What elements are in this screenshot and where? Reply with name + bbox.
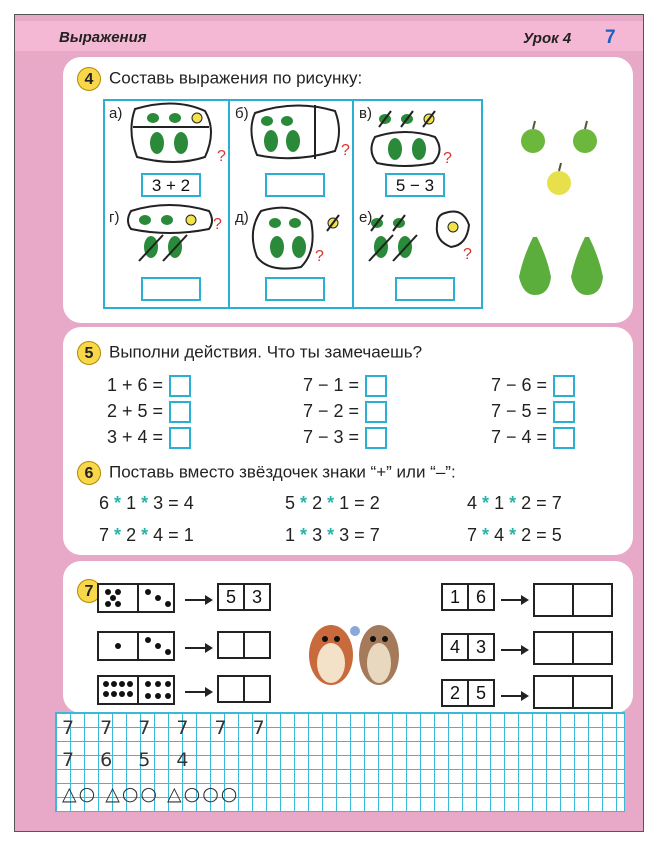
writing-line-2: 7 6 5 4 <box>62 749 199 771</box>
writing-grid[interactable] <box>55 712 625 812</box>
answer-box-v[interactable]: 5 − 3 <box>385 173 445 197</box>
svg-text:?: ? <box>217 148 226 165</box>
equation: 1 + 6 = <box>107 375 191 397</box>
exercise-4-card <box>63 57 633 323</box>
equation: 2 + 5 = <box>107 401 191 423</box>
arrow-icon <box>185 599 211 601</box>
number-pair-input[interactable] <box>217 631 271 659</box>
sign-equation: 1 * 3 * 3 = 7 <box>285 525 380 545</box>
domino-answer-box[interactable] <box>533 675 613 709</box>
header-bar <box>15 21 643 51</box>
label-d: д) <box>235 209 249 226</box>
domino-answer-box[interactable] <box>533 583 613 617</box>
apples-pears-illustration <box>503 117 623 307</box>
answer-box-g[interactable] <box>141 277 201 301</box>
birds-illustration <box>301 611 411 701</box>
answer-box-d[interactable] <box>265 277 325 301</box>
number-pair: 5 3 <box>217 583 271 611</box>
sign-equation: 5 * 2 * 1 = 2 <box>285 493 380 513</box>
number-pair-input[interactable] <box>217 675 271 703</box>
svg-text:?: ? <box>315 248 324 265</box>
arrow-icon <box>185 647 211 649</box>
label-a: а) <box>109 105 123 122</box>
answer-square[interactable] <box>365 375 387 397</box>
section-title: Выражения <box>59 29 147 46</box>
exercise-title: Составь выражения по рисунку: <box>109 68 363 88</box>
domino <box>97 583 175 613</box>
equation: 7 − 2 = <box>303 401 387 423</box>
sign-equation: 7 * 4 * 2 = 5 <box>467 525 562 545</box>
answer-square[interactable] <box>365 427 387 449</box>
sign-equation: 6 * 1 * 3 = 4 <box>99 493 194 513</box>
equation: 3 + 4 = <box>107 427 191 449</box>
arrow-icon <box>501 649 527 651</box>
exercise-number: 4 <box>77 67 101 91</box>
exercise-5-heading <box>77 341 422 365</box>
number-pair: 2 5 <box>441 679 495 707</box>
number-pair: 4 3 <box>441 633 495 661</box>
equation: 7 − 3 = <box>303 427 387 449</box>
label-g: г) <box>109 209 120 226</box>
sign-equation: 7 * 2 * 4 = 1 <box>99 525 194 545</box>
label-b: б) <box>235 105 249 122</box>
answer-square[interactable] <box>553 427 575 449</box>
exercise-number: 7 <box>77 579 101 603</box>
equation: 7 − 5 = <box>491 401 575 423</box>
domino <box>97 631 175 661</box>
exercise-5-6-card <box>63 327 633 555</box>
answer-square[interactable] <box>553 375 575 397</box>
exercise-title: Выполни действия. Что ты замечаешь? <box>109 342 423 362</box>
page-number: 7 <box>605 27 616 48</box>
arrow-icon <box>501 599 527 601</box>
exercise-4-heading <box>77 67 362 91</box>
answer-box-e[interactable] <box>395 277 455 301</box>
writing-line-1: 7 7 7 7 7 7 <box>62 717 275 739</box>
label-e: е) <box>359 209 373 226</box>
writing-line-3: △○ △○○ △○○○ <box>62 783 240 805</box>
equation: 7 − 6 = <box>491 375 575 397</box>
answer-box-b[interactable] <box>265 173 325 197</box>
svg-text:?: ? <box>443 150 452 167</box>
exercise-number: 6 <box>77 461 101 485</box>
lesson-label: Урок 4 <box>523 30 572 47</box>
answer-square[interactable] <box>169 375 191 397</box>
arrow-icon <box>185 691 211 693</box>
equation: 7 − 4 = <box>491 427 575 449</box>
domino-answer-box[interactable] <box>533 631 613 665</box>
exercise-title: Поставь вместо звёздочек знаки “+” или “–”: <box>109 462 456 482</box>
svg-text:?: ? <box>341 142 350 159</box>
label-v: в) <box>359 105 372 122</box>
page <box>14 14 644 832</box>
exercise-6-heading <box>77 461 456 485</box>
answer-square[interactable] <box>553 401 575 423</box>
exercise-number: 5 <box>77 341 101 365</box>
exercise-7-card <box>63 561 633 713</box>
answer-square[interactable] <box>169 427 191 449</box>
domino <box>97 675 175 705</box>
svg-text:?: ? <box>463 246 472 263</box>
answer-square[interactable] <box>169 401 191 423</box>
picture-frame <box>103 99 483 309</box>
svg-text:?: ? <box>213 216 222 233</box>
answer-square[interactable] <box>365 401 387 423</box>
number-pair: 1 6 <box>441 583 495 611</box>
arrow-icon <box>501 695 527 697</box>
sign-equation: 4 * 1 * 2 = 7 <box>467 493 562 513</box>
answer-box-a[interactable]: 3 + 2 <box>141 173 201 197</box>
equation: 7 − 1 = <box>303 375 387 397</box>
